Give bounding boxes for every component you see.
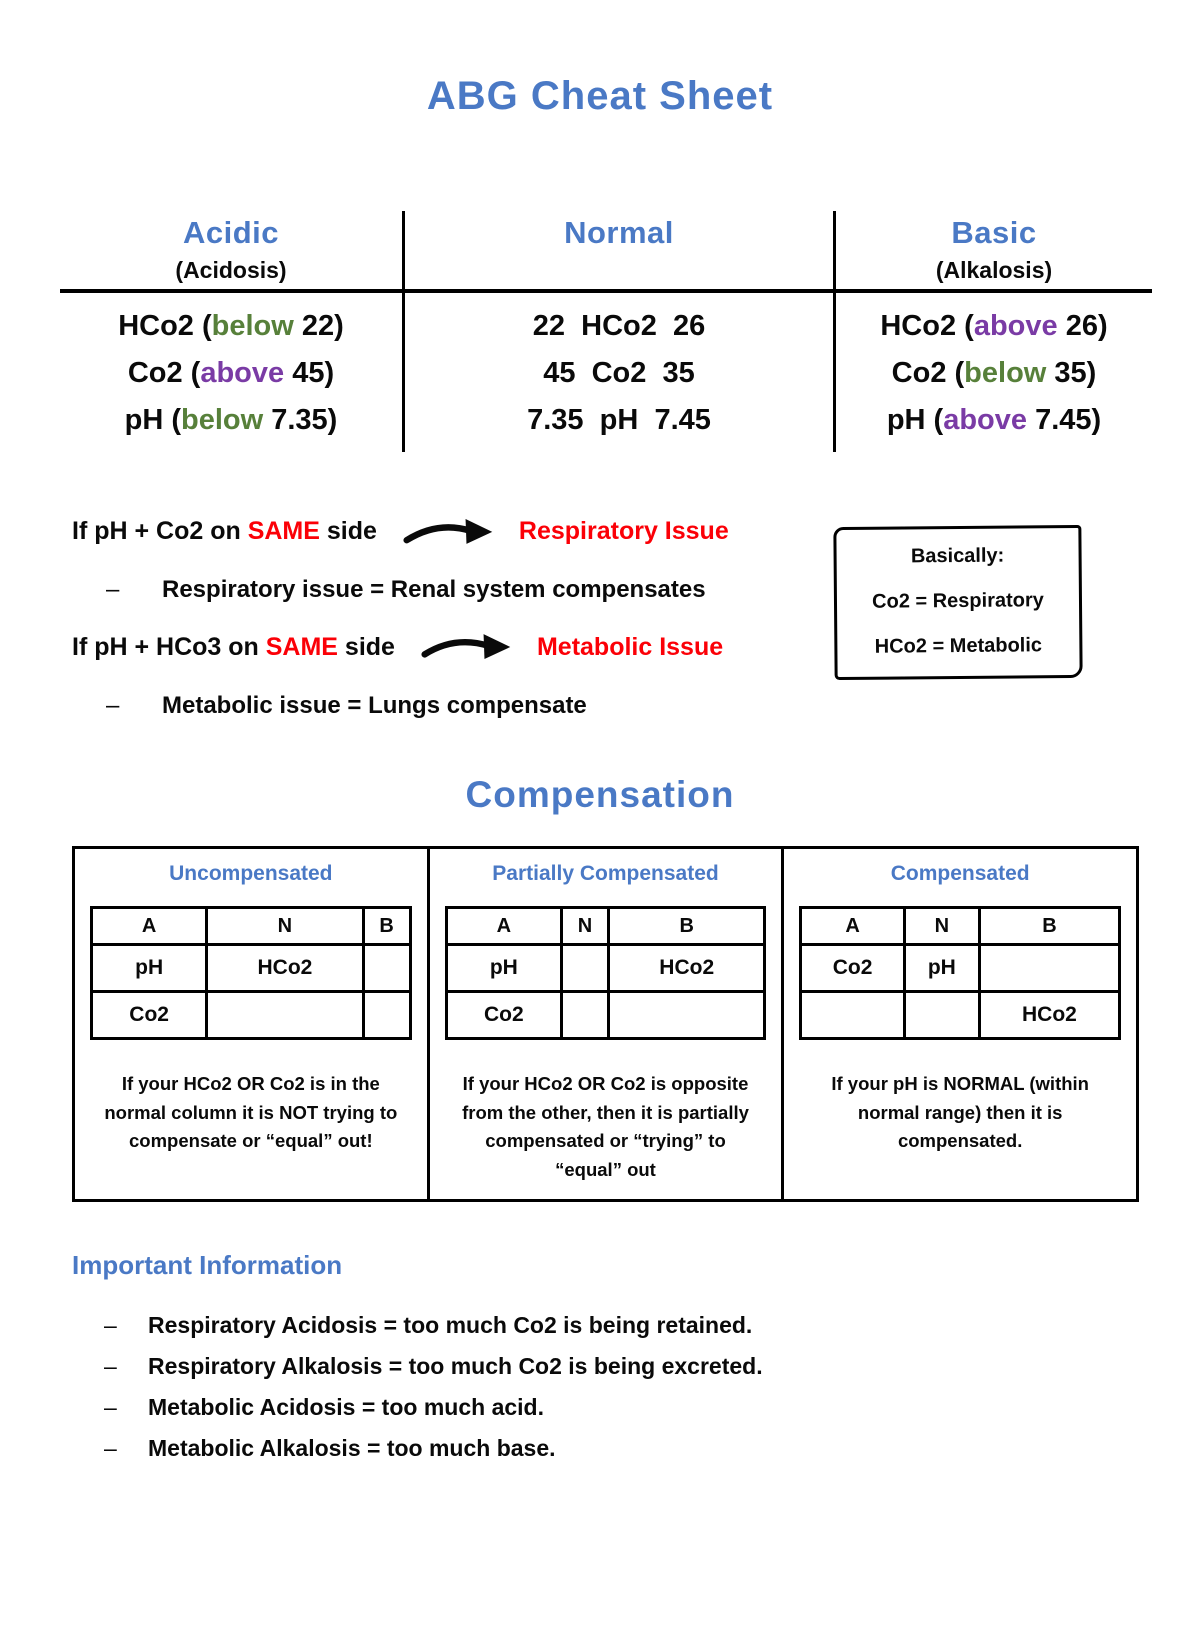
col-header-a: A xyxy=(801,908,904,945)
list-item xyxy=(72,1305,1200,1346)
col-header-a: A xyxy=(446,908,561,945)
table-cell xyxy=(801,992,904,1039)
bullet-dash: – xyxy=(104,1311,117,1338)
normal-co2-row: 45 Co2 35 xyxy=(543,357,695,389)
table-cell: pH xyxy=(92,945,207,992)
table-cell: pH xyxy=(446,945,561,992)
rule-metabolic-result: Metabolic Issue xyxy=(536,632,724,661)
table-cell xyxy=(979,945,1119,992)
rule-metabolic-bullet xyxy=(106,692,1132,720)
list-item-text: Metabolic Alkalosis = too much base. xyxy=(148,1434,556,1461)
table-cell: Co2 xyxy=(446,992,561,1039)
bullet-dash: – xyxy=(104,1352,117,1379)
normal-column-values xyxy=(402,293,836,452)
normal-hco2-row: 22 HCo2 26 xyxy=(532,310,706,342)
basically-note-box xyxy=(833,525,1082,680)
col-header-n: N xyxy=(904,908,979,945)
table-cell: Co2 xyxy=(801,945,904,992)
normal-column-header xyxy=(402,211,836,293)
important-information-list xyxy=(72,1305,1200,1469)
col-header-n: N xyxy=(561,908,608,945)
col-header-b: B xyxy=(363,908,410,945)
acidic-header-label: Acidic xyxy=(182,215,280,250)
acidic-column-values xyxy=(60,293,402,452)
list-item-text: Respiratory Alkalosis = too much Co2 is being excreted. xyxy=(148,1352,763,1379)
normal-header-label: Normal xyxy=(564,215,674,250)
acidic-ph-row: pH (below 7.35) xyxy=(124,404,338,436)
list-item-text: Respiratory Acidosis = too much Co2 is being retained. xyxy=(148,1311,753,1338)
table-cell xyxy=(363,945,410,992)
partially-compensated-table xyxy=(445,906,767,1040)
table-cell xyxy=(561,992,608,1039)
basically-hco2-line: HCo2 = Metabolic xyxy=(874,634,1043,658)
bullet-dash: – xyxy=(106,692,120,719)
col-header-b: B xyxy=(979,908,1119,945)
table-cell xyxy=(363,992,410,1039)
basic-header-subtitle: (Alkalosis) xyxy=(935,257,1053,283)
compensated-description: If your pH is NORMAL (within normal range) then it is compensated. xyxy=(831,1073,1089,1152)
important-information-heading: Important Information xyxy=(72,1249,343,1280)
table-cell: HCo2 xyxy=(609,945,765,992)
list-item xyxy=(72,1428,1200,1469)
bullet-dash: – xyxy=(104,1393,117,1420)
table-cell xyxy=(207,992,363,1039)
compensated-table xyxy=(799,906,1121,1040)
basic-header-label: Basic xyxy=(951,215,1037,250)
rule-respiratory-result: Respiratory Issue xyxy=(518,516,729,545)
page-title: ABG Cheat Sheet xyxy=(426,74,774,118)
list-item xyxy=(72,1346,1200,1387)
list-item xyxy=(72,1387,1200,1428)
basic-column-header xyxy=(836,211,1152,293)
table-cell: HCo2 xyxy=(979,992,1119,1039)
col-header-n: N xyxy=(207,908,363,945)
basic-hco2-row: HCo2 (above 26) xyxy=(880,310,1108,342)
basic-co2-row: Co2 (below 35) xyxy=(891,357,1097,389)
uncompensated-table xyxy=(90,906,412,1040)
abg-cheat-sheet-page xyxy=(0,74,1200,1627)
basic-column-values xyxy=(836,293,1152,452)
normal-ph-row: 7.35 pH 7.45 xyxy=(527,404,711,436)
bullet-dash: – xyxy=(106,576,120,603)
acidic-hco2-row: HCo2 (below 22) xyxy=(118,310,344,342)
compensated-title: Compensated xyxy=(890,862,1030,885)
curved-arrow-icon xyxy=(403,512,495,550)
table-cell xyxy=(561,945,608,992)
partially-compensated-description: If your HCo2 OR Co2 is opposite from the other, then it is partially compensated or “trying” to “equal” out xyxy=(462,1073,749,1181)
basically-title: Basically: xyxy=(910,544,1005,568)
basically-co2-line: Co2 = Respiratory xyxy=(872,589,1044,613)
rule-metabolic-bullet-text: Metabolic issue = Lungs compensate xyxy=(162,692,587,719)
rule-respiratory-bullet-text: Respiratory issue = Renal system compensates xyxy=(162,576,706,603)
acidic-header-subtitle: (Acidosis) xyxy=(175,257,287,283)
table-cell: HCo2 xyxy=(207,945,363,992)
table-cell: pH xyxy=(904,945,979,992)
curved-arrow-icon xyxy=(421,628,513,666)
important-information-section xyxy=(72,1250,1200,1469)
rule-metabolic-condition: If pH + HCo3 on SAME side xyxy=(72,632,395,661)
table-cell xyxy=(904,992,979,1039)
partially-compensated-box xyxy=(427,846,785,1202)
abg-values-table xyxy=(60,211,1152,452)
col-header-a: A xyxy=(92,908,207,945)
col-header-b: B xyxy=(609,908,765,945)
acidic-co2-row: Co2 (above 45) xyxy=(127,357,335,389)
uncompensated-title: Uncompensated xyxy=(169,862,333,885)
basic-ph-row: pH (above 7.45) xyxy=(886,404,1102,436)
acidic-column-header xyxy=(60,211,402,293)
compensation-heading: Compensation xyxy=(465,774,735,815)
list-item-text: Metabolic Acidosis = too much acid. xyxy=(148,1393,544,1420)
table-cell xyxy=(609,992,765,1039)
table-cell: Co2 xyxy=(92,992,207,1039)
partially-compensated-title: Partially Compensated xyxy=(492,862,719,885)
uncompensated-box xyxy=(72,846,430,1202)
rule-respiratory-condition: If pH + Co2 on SAME side xyxy=(72,516,377,545)
rules-section xyxy=(72,512,1132,720)
bullet-dash: – xyxy=(104,1434,117,1461)
uncompensated-description: If your HCo2 OR Co2 is in the normal column it is NOT trying to compensate or “equal” out! xyxy=(104,1073,398,1152)
compensation-boxes xyxy=(72,846,1139,1202)
compensated-box xyxy=(781,846,1139,1202)
